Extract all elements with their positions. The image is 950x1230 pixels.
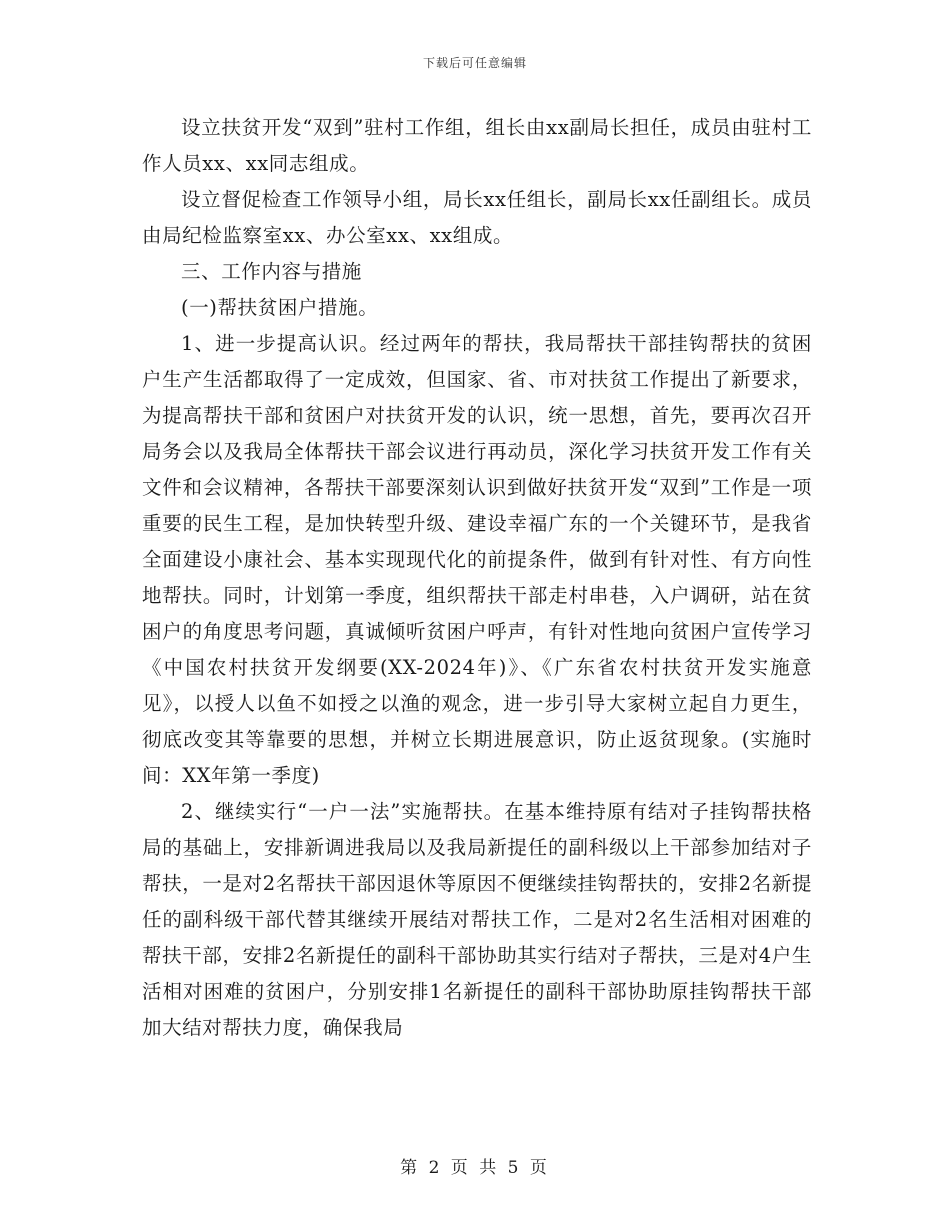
subsection-heading-measures: (一)帮扶贫困户措施。: [181, 296, 379, 319]
section-heading-work-content: 三、工作内容与措施: [181, 260, 362, 283]
document-body: [142, 110, 812, 1046]
paragraph-work-team: 设立扶贫开发“双到”驻村工作组，组长由xx副局长担任，成员由驻村工作人员xx、xx同志组成。: [142, 116, 812, 175]
paragraph-supervision-group: 设立督促检查工作领导小组，局长xx任组长，副局长xx任副组长。成员由局纪检监察室xx、办公室xx、xx组成。: [142, 188, 812, 247]
page-footer: 第 2 页 共 5 页: [400, 1158, 550, 1178]
page-header: 下载后可任意编辑: [422, 56, 527, 70]
paragraph-item-1: 1、进一步提高认识。经过两年的帮扶，我局帮扶干部挂钩帮扶的贫困户生产生活都取得了一定成效，但国家、省、市对扶贫工作提出了新要求，为提高帮扶干部和贫困户对扶贫开发的认识，统一思想，首先，要再次召开局务会以及我局全体帮扶干部会议进行再动员，深化学习扶贫开发工作有关文件和会议精神，各帮扶干部要深刻认识到做好扶贫开发“双到”工作是一项重要的民生工程，是加快转型升级、建设幸福广东的一个关键环节，是我省全面建设小康社会、基本实现现代化的前提条件，做到有针对性、有方向性地帮扶。同时，计划第一季度，组织帮扶干部走村串巷，入户调研，站在贫困户的角度思考问题，真诚倾听贫困户呼声，有针对性地向贫困户宣传学习《中国农村扶贫开发纲要(XX-2024年)》、《广东省农村扶贫开发实施意见》，以授人以鱼不如授之以渔的观念，进一步引导大家树立起自力更生，彻底改变其等靠要的思想，并树立长期进展意识，防止返贫现象。(实施时间：XX年第一季度): [142, 332, 812, 787]
paragraph-item-2: 2、继续实行“一户一法”实施帮扶。在基本维持原有结对子挂钩帮扶格局的基础上，安排新调进我局以及我局新提任的副科级以上干部参加结对子帮扶，一是对2名帮扶干部因退休等原因不便继续挂钩帮扶的，安排2名新提任的副科级干部代替其继续开展结对帮扶工作，二是对2名生活相对困难的帮扶干部，安排2名新提任的副科干部协助其实行结对子帮扶，三是对4户生活相对困难的贫困户，分别安排1名新提任的副科干部协助原挂钩帮扶干部加大结对帮扶力度，确保我局: [142, 800, 812, 1039]
